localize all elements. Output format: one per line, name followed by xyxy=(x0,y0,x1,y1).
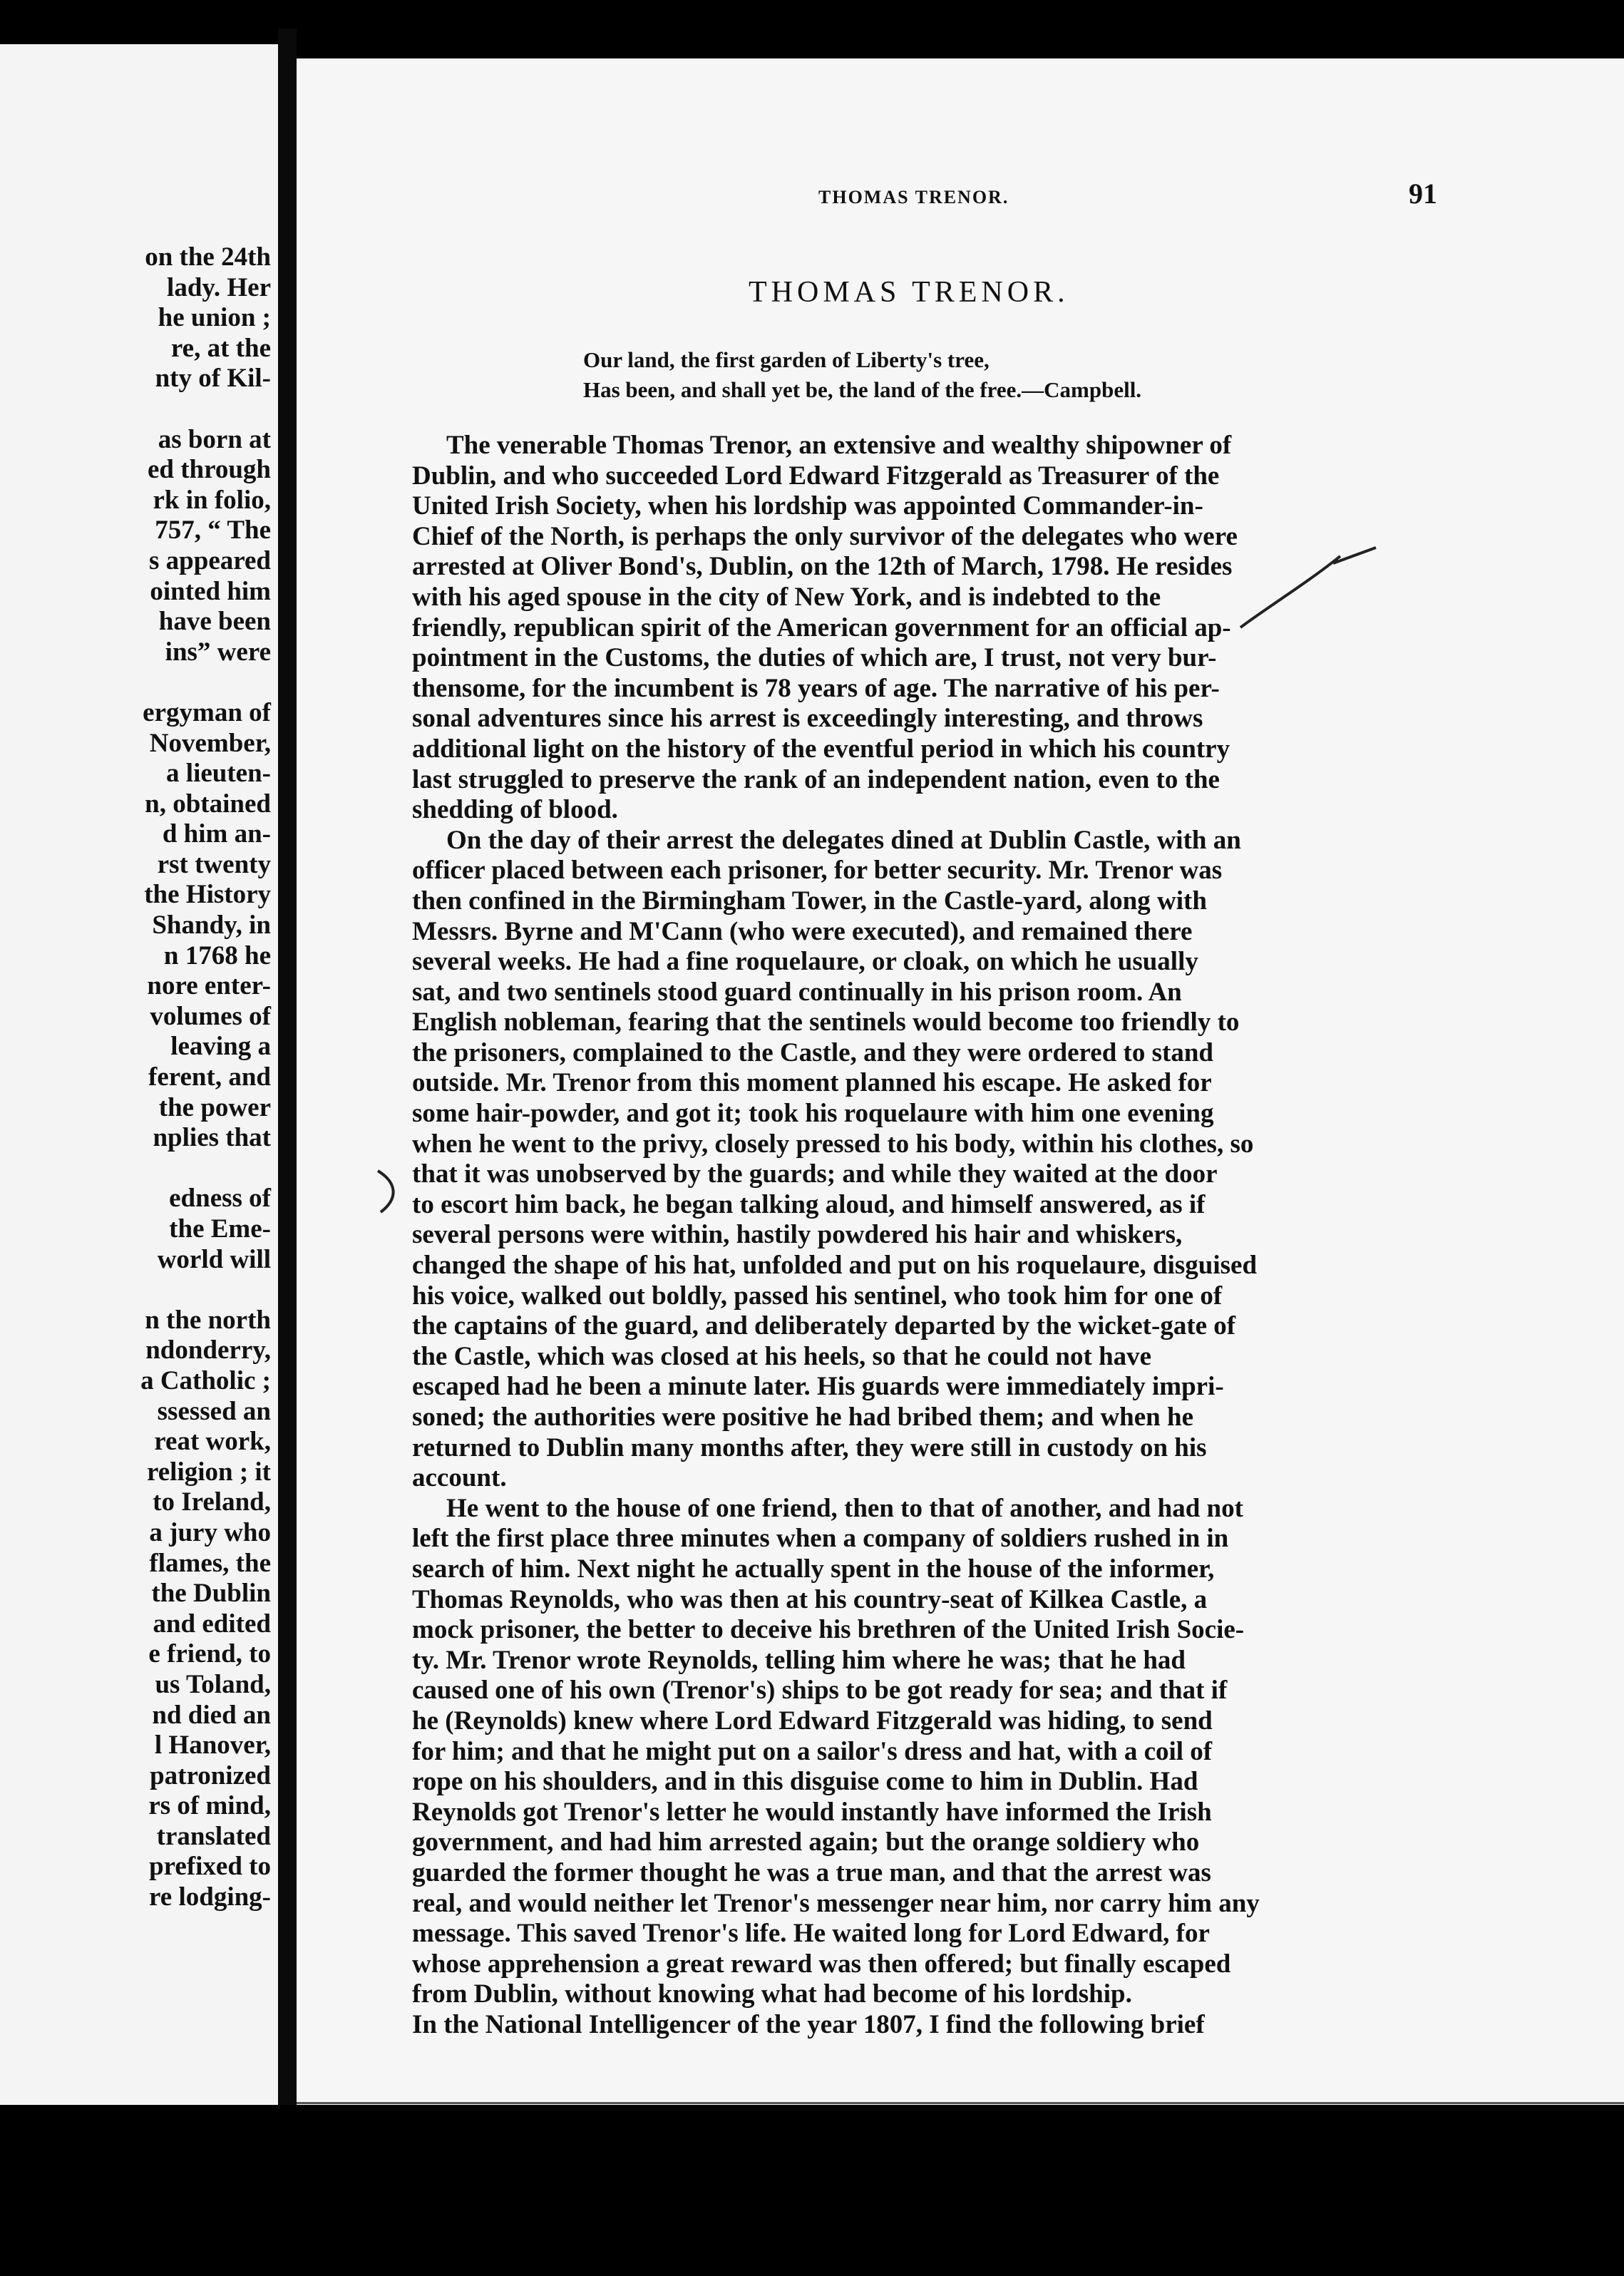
body-line: several weeks. He had a fine roquelaure, or cloak, on which he usually xyxy=(412,947,1198,977)
epigraph-line: Has been, and shall yet be, the land of the free.—Campbell. xyxy=(583,377,1142,402)
paragraph-gap xyxy=(0,1275,271,1306)
body-line: changed the shape of his hat, unfolded and put on his roquelaure, disguised xyxy=(412,1251,1258,1281)
left-page-line: ins” were xyxy=(165,637,271,667)
running-head: THOMAS TRENOR. xyxy=(818,187,1009,207)
left-page-line: patronized xyxy=(150,1760,271,1790)
left-page-line: d him an- xyxy=(162,819,271,849)
left-page-line: ssessed an xyxy=(157,1396,271,1426)
chapter-title: THOMAS TRENOR. xyxy=(749,276,1069,309)
body-line: government, and had him arrested again; but the orange soldiery who xyxy=(412,1828,1200,1857)
epigraph xyxy=(583,345,1141,405)
body-line: shedding of blood. xyxy=(412,795,618,825)
left-page-line: rk in folio, xyxy=(153,485,271,515)
left-page-line: leaving a xyxy=(170,1032,271,1062)
left-page-line: to Ireland, xyxy=(153,1487,271,1517)
body-line: whose apprehension a great reward was then offered; but finally escaped xyxy=(412,1949,1231,1979)
left-page-line: the History xyxy=(144,880,271,910)
left-page-line: n, obtained xyxy=(145,789,271,819)
left-page-line: on the 24th xyxy=(145,242,271,272)
left-page-line: nd died an xyxy=(152,1700,271,1730)
left-page-line: a jury who xyxy=(149,1517,271,1547)
body-line: to escort him back, he began talking aloud, and himself answered, as if xyxy=(412,1189,1206,1219)
scan-bottom-border xyxy=(0,2105,1624,2276)
paragraph-gap xyxy=(0,1154,271,1184)
body-line: search of him. Next night he actually spent in the house of the informer, xyxy=(412,1554,1215,1584)
epigraph-line: Our land, the first garden of Liberty's tree, xyxy=(583,347,990,372)
left-page-line: a lieuten- xyxy=(166,759,271,789)
body-line: for him; and that he might put on a sailor's dress and hat, with a coil of xyxy=(412,1736,1213,1766)
left-page-line: ed through xyxy=(147,455,271,485)
body-line: In the National Intelligencer of the year 1807, I find the following brief xyxy=(412,2009,1205,2039)
left-page-line: and edited xyxy=(153,1609,271,1639)
left-page-line: ergyman of xyxy=(143,697,271,727)
body-line: left the first place three minutes when a company of soldiers rushed in in xyxy=(412,1524,1229,1554)
book-gutter xyxy=(278,29,297,2125)
left-page-line: translated xyxy=(156,1821,271,1851)
left-page-line: re, at the xyxy=(170,333,271,363)
body-line: Dublin, and who succeeded Lord Edward Fitzgerald as Treasurer of the xyxy=(412,461,1220,491)
left-page-line: ointed him xyxy=(150,576,271,606)
left-page-line: volumes of xyxy=(150,1001,271,1031)
body-line: account. xyxy=(412,1463,507,1493)
body-line: rope on his shoulders, and in this disguise come to him in Dublin. Had xyxy=(412,1767,1198,1797)
body-line: his voice, walked out boldly, passed his sentinel, who took him for one of xyxy=(412,1281,1223,1311)
bottom-rule xyxy=(297,2102,1624,2104)
left-page-line: re lodging- xyxy=(149,1882,271,1912)
body-line: On the day of their arrest the delegates dined at Dublin Castle, with an xyxy=(446,825,1241,855)
left-page-line: November, xyxy=(149,728,271,758)
body-text xyxy=(412,431,1444,2040)
left-page-line: nore enter- xyxy=(147,971,271,1001)
pen-mark-upper xyxy=(1226,542,1397,642)
body-line: Messrs. Byrne and M'Cann (who were executed), and remained there xyxy=(412,916,1193,946)
body-line: message. This saved Trenor's life. He waited long for Lord Edward, for xyxy=(412,1919,1210,1949)
left-page-line: rst twenty xyxy=(157,849,271,879)
left-page-line: rs of mind, xyxy=(148,1791,271,1821)
left-page-text-column xyxy=(0,242,271,1913)
body-line: several persons were within, hastily powdered his hair and whiskers, xyxy=(412,1220,1183,1250)
page-number: 91 xyxy=(1409,178,1437,210)
body-line: sat, and two sentinels stood guard continually in his prison room. An xyxy=(412,977,1182,1007)
body-line: outside. Mr. Trenor from this moment planned his escape. He asked for xyxy=(412,1068,1212,1098)
body-line: the prisoners, complained to the Castle, and they were ordered to stand xyxy=(412,1037,1213,1067)
body-line: real, and would neither let Trenor's messenger near him, nor carry him any xyxy=(412,1888,1260,1918)
body-line: ty. Mr. Trenor wrote Reynolds, telling him where he was; that he had xyxy=(412,1645,1186,1675)
left-page-line: the Eme- xyxy=(169,1214,271,1244)
body-line: thensome, for the incumbent is 78 years of age. The narrative of his per- xyxy=(412,673,1220,703)
body-line: with his aged spouse in the city of New York, and is indebted to the xyxy=(412,582,1161,612)
body-line: Chief of the North, is perhaps the only survivor of the delegates who were xyxy=(412,521,1238,551)
left-page-line: ferent, and xyxy=(148,1062,271,1092)
left-page-line: religion ; it xyxy=(146,1457,271,1487)
left-page-line: edness of xyxy=(169,1184,271,1214)
left-page-line: flames, the xyxy=(149,1548,271,1578)
body-line: sonal adventures since his arrest is exceedingly interesting, and throws xyxy=(412,704,1203,734)
left-page-line: nplies that xyxy=(153,1123,271,1153)
body-line: some hair-powder, and got it; took his roquelaure with him one evening xyxy=(412,1099,1214,1129)
pen-mark-left xyxy=(368,1167,411,1216)
left-page-line: n 1768 he xyxy=(163,940,271,970)
left-page-line: as born at xyxy=(158,424,271,454)
body-line: He went to the house of one friend, then to that of another, and had not xyxy=(446,1493,1243,1523)
body-line: friendly, republican spirit of the American government for an official ap- xyxy=(412,612,1231,642)
left-page-line: Shandy, in xyxy=(152,911,271,940)
left-page-line: prefixed to xyxy=(149,1852,271,1882)
body-line: English nobleman, fearing that the sentinels would become too friendly to xyxy=(412,1008,1240,1037)
body-line: he (Reynolds) knew where Lord Edward Fitzgerald was hiding, to send xyxy=(412,1706,1213,1736)
body-line: caused one of his own (Trenor's) ships to be got ready for sea; and that if xyxy=(412,1676,1228,1706)
body-line: that it was unobserved by the guards; and while they waited at the door xyxy=(412,1159,1218,1189)
left-page-line: reat work, xyxy=(154,1427,271,1457)
body-line: from Dublin, without knowing what had become of his lordship. xyxy=(412,1979,1132,2009)
body-line: last struggled to preserve the rank of an independent nation, even to the xyxy=(412,764,1220,794)
left-page-line: ndonderry, xyxy=(145,1336,271,1365)
body-line: soned; the authorities were positive he had bribed them; and when he xyxy=(412,1403,1193,1432)
body-line: the captains of the guard, and deliberately departed by the wicket-gate of xyxy=(412,1311,1236,1341)
body-line: when he went to the privy, closely pressed to his body, within his clothes, so xyxy=(412,1129,1254,1159)
body-line: officer placed between each prisoner, for better security. Mr. Trenor was xyxy=(412,856,1223,886)
left-page-line: n the north xyxy=(145,1305,271,1335)
left-page-line: the power xyxy=(158,1092,271,1122)
left-page-line: s appeared xyxy=(149,545,271,575)
body-line: arrested at Oliver Bond's, Dublin, on the 12th of March, 1798. He resides xyxy=(412,552,1233,582)
left-page-line: 757, “ The xyxy=(155,516,271,545)
body-line: Reynolds got Trenor's letter he would instantly have informed the Irish xyxy=(412,1797,1212,1827)
left-page-line: the Dublin xyxy=(151,1579,271,1609)
left-page-line: nty of Kil- xyxy=(155,364,271,394)
left-page-line: us Toland, xyxy=(155,1669,271,1699)
body-line: pointment in the Customs, the duties of which are, I trust, not very bur- xyxy=(412,643,1217,673)
left-page-line: e friend, to xyxy=(148,1639,271,1669)
left-page xyxy=(0,44,278,2105)
body-line: returned to Dublin many months after, they were still in custody on his xyxy=(412,1432,1207,1462)
left-page-line: lady. Her xyxy=(167,272,271,302)
left-page-line: have been xyxy=(158,607,271,637)
body-line: mock prisoner, the better to deceive his brethren of the United Irish Socie- xyxy=(412,1615,1245,1645)
body-line: guarded the former thought he was a true man, and that the arrest was xyxy=(412,1857,1211,1887)
body-line: United Irish Society, when his lordship was appointed Commander-in- xyxy=(412,491,1203,521)
paragraph-gap xyxy=(0,667,271,698)
body-line: Thomas Reynolds, who was then at his country-seat of Kilkea Castle, a xyxy=(412,1584,1208,1614)
body-line: the Castle, which was closed at his heels, so that he could not have xyxy=(412,1341,1152,1371)
paragraph-gap xyxy=(0,394,271,425)
left-page-line: a Catholic ; xyxy=(140,1365,271,1395)
body-line: additional light on the history of the eventful period in which his country xyxy=(412,734,1230,764)
body-line: The venerable Thomas Trenor, an extensive and wealthy shipowner of xyxy=(446,431,1232,460)
left-page-line: l Hanover, xyxy=(154,1731,271,1760)
left-page-line: he union ; xyxy=(158,303,271,333)
body-line: then confined in the Birmingham Tower, in the Castle-yard, along with xyxy=(412,886,1207,916)
body-line: escaped had he been a minute later. His guards were immediately impri- xyxy=(412,1372,1224,1402)
left-page-line: world will xyxy=(157,1244,271,1274)
